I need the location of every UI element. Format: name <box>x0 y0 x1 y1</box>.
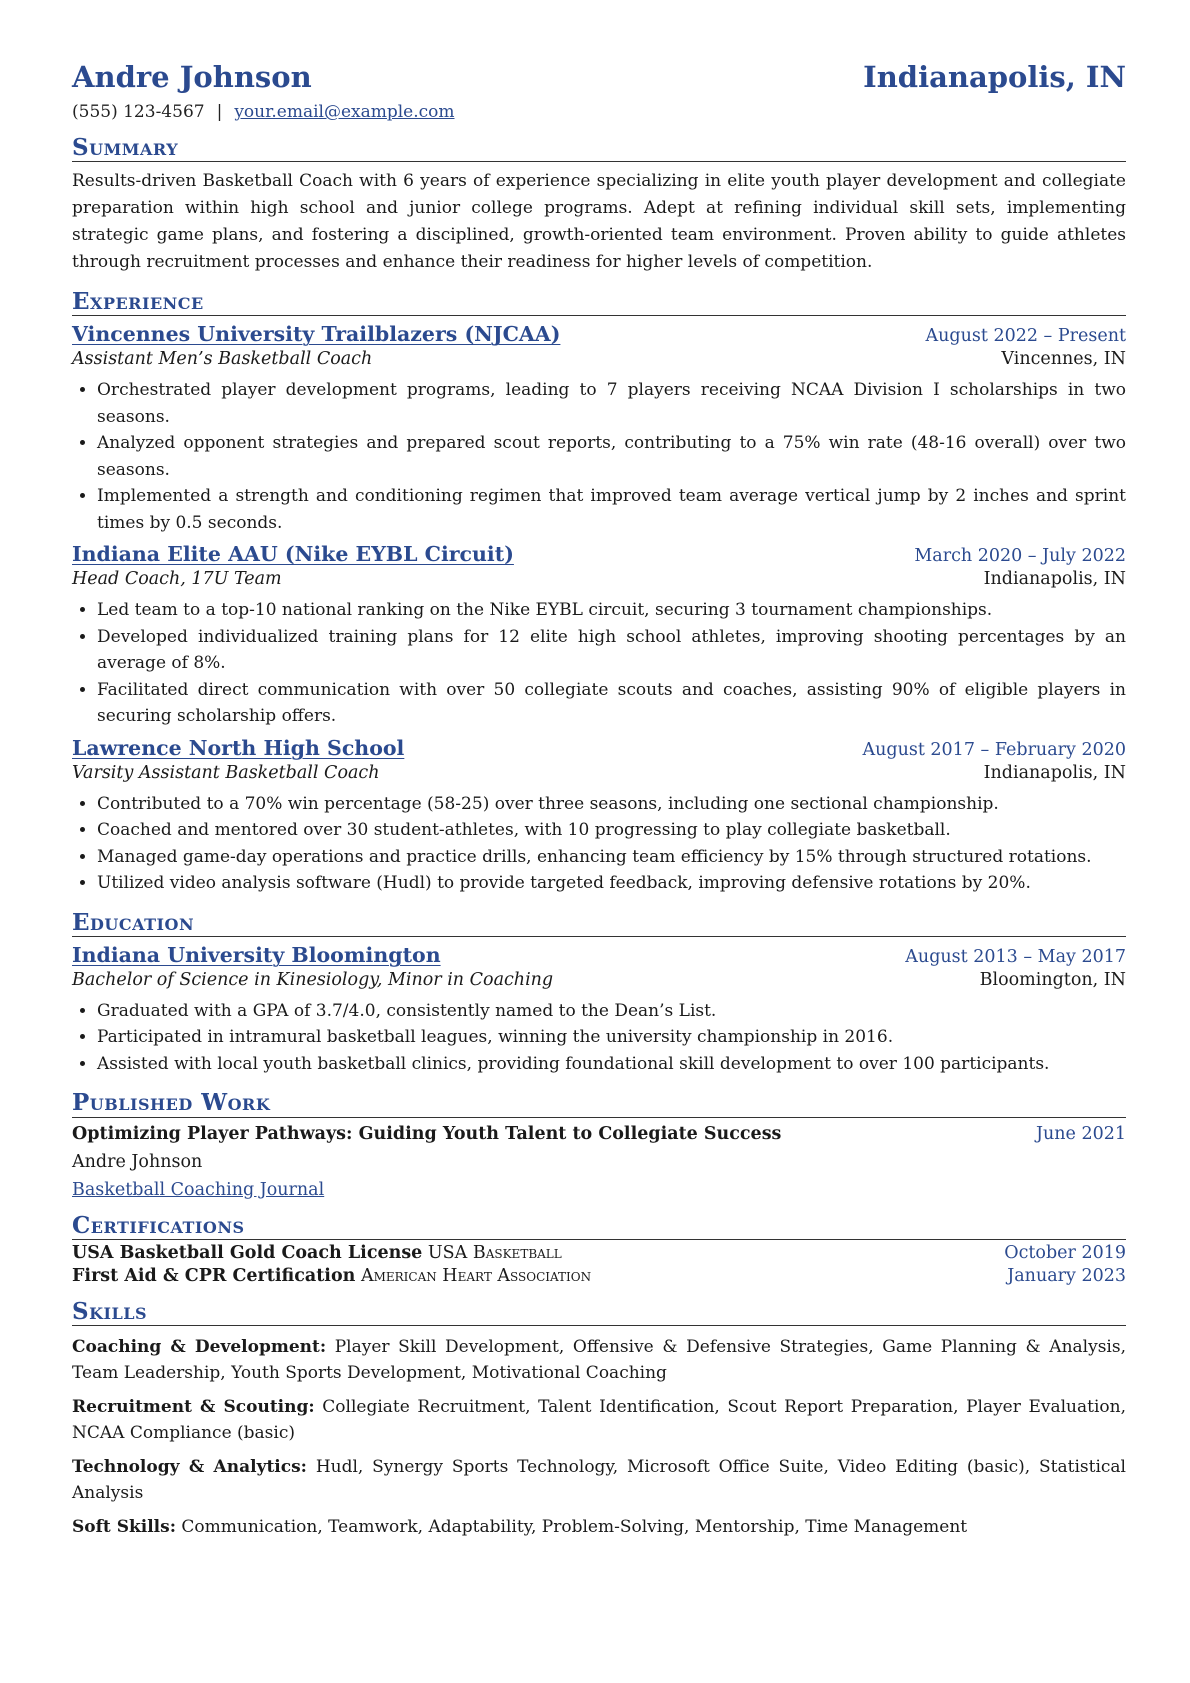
bullet-item: • Graduated with a GPA of 3.7/4.0, consistently named to the Dean’s List. <box>97 998 1126 1025</box>
skill-group-text: Collegiate Recruitment, Talent Identification, Scout Report Preparation, Player Evaluation, NCAA Compliance (basic) <box>72 1396 1126 1443</box>
skill-group <box>72 1394 1126 1446</box>
resume-page <box>72 60 1126 1540</box>
section-title-skills: Skills <box>72 1300 1126 1326</box>
publication-venue-link[interactable]: Basketball Coaching Journal <box>72 1179 325 1200</box>
bullet-item: • Implemented a strength and conditioning regimen that improved team average vertical jump by 2 inches and sprint times by 0.5 seconds. <box>97 483 1126 536</box>
degree-title: Bachelor of Science in Kinesiology, Minor in Coaching <box>72 969 554 990</box>
skill-group <box>72 1334 1126 1386</box>
bullet-item: • Utilized video analysis software (Hudl) to provide targeted feedback, improving defensive rotations by 20%. <box>97 870 1126 897</box>
entry-location: Indianapolis, IN <box>983 762 1126 783</box>
publication-title: Optimizing Player Pathways: Guiding Youth Talent to Collegiate Success <box>72 1123 782 1144</box>
phone-number: (555) 123-4567 <box>72 102 205 122</box>
skill-group-label: Recruitment & Scouting: <box>72 1396 315 1417</box>
job-title: Varsity Assistant Basketball Coach <box>72 762 380 783</box>
bullet-list <box>72 791 1126 897</box>
certification-date: January 2023 <box>1007 1265 1126 1286</box>
certification-item <box>72 1266 1126 1286</box>
candidate-name: Andre Johnson <box>72 60 312 94</box>
skill-group <box>72 1454 1126 1506</box>
entry-dates: August 2022 – Present <box>925 326 1126 347</box>
job-title: Head Coach, 17U Team <box>72 569 282 590</box>
certification-issuer: USA Basketball <box>427 1242 562 1263</box>
bullet-item: • Coached and mentored over 30 student-athletes, with 10 progressing to play collegiate basketball. <box>97 817 1126 844</box>
bullet-item: • Analyzed opponent strategies and prepared scout reports, contributing to a 75% win rate (48-16 overall) over two seasons. <box>97 430 1126 483</box>
bullet-list <box>72 597 1126 730</box>
section-title-certifications: Certifications <box>72 1214 1126 1240</box>
skills-section <box>72 1297 1126 1540</box>
section-title-experience: Experience <box>72 290 1126 316</box>
entry-location: Vincennes, IN <box>1001 349 1126 370</box>
skill-group-label: Technology & Analytics: <box>72 1456 307 1477</box>
certifications-section <box>72 1211 1126 1286</box>
section-title-published: Published Work <box>72 1091 1126 1117</box>
entry-dates: August 2013 – May 2017 <box>905 946 1126 967</box>
skill-group-text: Hudl, Synergy Sports Technology, Microsoft Office Suite, Video Editing (basic), Statistical Analysis <box>72 1456 1126 1503</box>
bullet-item: • Managed game-day operations and practice drills, enhancing team efficiency by 15% through structured rotations. <box>97 844 1126 871</box>
skill-group-label: Soft Skills: <box>72 1516 176 1537</box>
education-entry <box>72 943 1126 1078</box>
experience-entry <box>72 736 1126 897</box>
experience-entry <box>72 322 1126 536</box>
bullet-item: • Participated in intramural basketball leagues, winning the university championship in 2016. <box>97 1024 1126 1051</box>
publication-date: June 2021 <box>1035 1123 1126 1144</box>
skill-group <box>72 1514 1126 1540</box>
certification-name: USA Basketball Gold Coach License <box>72 1242 423 1263</box>
bullet-item: • Led team to a top-10 national ranking on the Nike EYBL circuit, securing 3 tournament championships. <box>97 597 1126 624</box>
entry-dates: March 2020 – July 2022 <box>914 546 1126 567</box>
email-link[interactable]: your.email@example.com <box>234 102 455 122</box>
contact-separator: | <box>216 102 223 122</box>
bullet-list <box>72 998 1126 1078</box>
resume-header <box>72 60 1126 94</box>
entry-location: Bloomington, IN <box>979 969 1126 990</box>
summary-section <box>72 136 1126 276</box>
employer-link[interactable]: Indiana Elite AAU (Nike EYBL Circuit) <box>72 542 514 567</box>
entry-dates: August 2017 – February 2020 <box>862 739 1126 760</box>
employer-link[interactable]: Lawrence North High School <box>72 735 405 760</box>
summary-text: Results-driven Basketball Coach with 6 years of experience specializing in elite youth player development and collegiate preparation within high school and junior college programs. Adept at refining individual skill sets, implementing strategic game plans, and fostering a disciplined, growth-oriented team environment. Proven ability to guide athletes through recruitment processes and enhance their readiness for higher levels of competition. <box>72 171 1126 273</box>
candidate-location: Indianapolis, IN <box>863 60 1126 94</box>
employer-link[interactable]: Vincennes University Trailblazers (NJCAA) <box>72 322 561 347</box>
contact-line <box>72 102 1126 122</box>
experience-section <box>72 290 1126 897</box>
education-section <box>72 908 1126 1078</box>
bullet-item: • Contributed to a 70% win percentage (58-25) over three seasons, including one sectional championship. <box>97 791 1126 818</box>
job-title: Assistant Men’s Basketball Coach <box>72 349 373 370</box>
certification-item <box>72 1243 1126 1263</box>
bullet-list <box>72 377 1126 536</box>
bullet-item: • Assisted with local youth basketball clinics, providing foundational skill development to over 100 participants. <box>97 1051 1126 1078</box>
skill-group-text: Communication, Teamwork, Adaptability, Problem-Solving, Mentorship, Time Management <box>181 1516 968 1537</box>
bullet-item: • Developed individualized training plans for 12 elite high school athletes, improving shooting percentages by an average of 8%. <box>97 624 1126 677</box>
skill-group-label: Coaching & Development: <box>72 1336 327 1357</box>
published-section <box>72 1091 1126 1199</box>
certification-issuer: American Heart Association <box>360 1265 592 1286</box>
certification-name: First Aid & CPR Certification <box>72 1265 356 1286</box>
section-title-summary: Summary <box>72 136 1126 162</box>
publication-author: Andre Johnson <box>72 1151 203 1172</box>
experience-entry <box>72 542 1126 730</box>
bullet-item: • Orchestrated player development programs, leading to 7 players receiving NCAA Division I scholarships in two seasons. <box>97 377 1126 430</box>
school-link[interactable]: Indiana University Bloomington <box>72 942 441 967</box>
entry-location: Indianapolis, IN <box>983 569 1126 590</box>
bullet-item: • Facilitated direct communication with over 50 collegiate scouts and coaches, assisting 90% of eligible players in securing scholarship offers. <box>97 677 1126 730</box>
section-title-education: Education <box>72 911 1126 937</box>
certification-date: October 2019 <box>1004 1242 1126 1263</box>
skill-group-text: Player Skill Development, Offensive & Defensive Strategies, Game Planning & Analysis, Team Leadership, Youth Sports Development, Motivational Coaching <box>72 1336 1126 1383</box>
